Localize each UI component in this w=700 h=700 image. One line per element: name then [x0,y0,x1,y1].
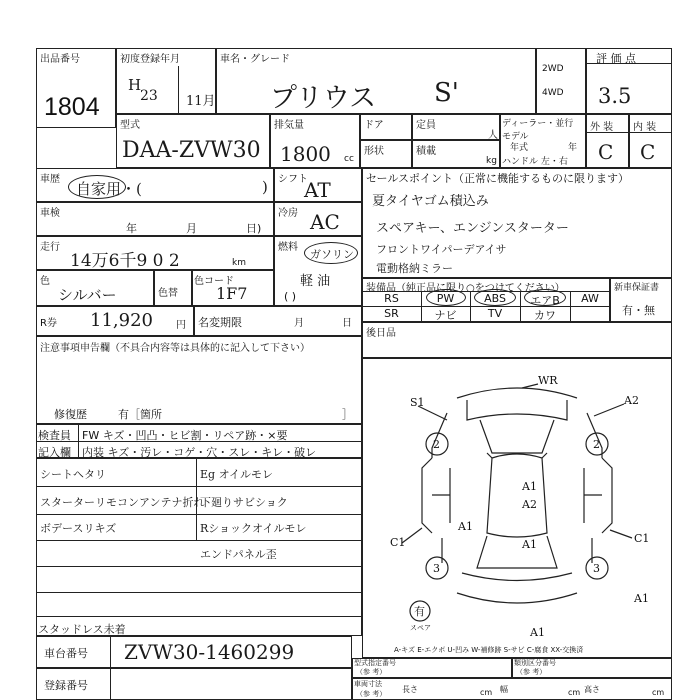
car-name-value: プリウス [270,83,377,114]
equip-sr: SR [384,307,399,320]
remark-left-3: ボデースリキズ [40,522,117,535]
mark-3-right: 3 [593,562,600,575]
fuel-paren: ( ) [284,290,297,303]
usage-circle [68,175,126,199]
shift-value: AT [304,178,331,202]
remark-right-2: 下廻りサビショク [200,496,288,509]
inspection-label: 車検 [40,208,60,219]
mark-a1-spare: A1 [634,592,649,605]
first-reg-year: 23 [140,88,158,104]
mileage-label: 走行 [40,242,60,253]
type-cert-label: 型式指定番号 [354,659,396,667]
recycle-value: 11,920 [90,310,153,331]
dims-height-unit: cm [652,688,665,697]
mark-a1-bottom: A1 [530,626,545,639]
dims-length-unit: cm [480,688,493,697]
repair-value: 有［箇所 [118,408,162,421]
color-change-label: 色替 [158,288,178,299]
type-cert-ref: （参 考） [356,668,387,676]
inspection-box [36,202,274,236]
capacity-unit: 人 [488,130,498,141]
shape-label: 形状 [364,146,384,157]
registration-label: 登録番号 [44,679,88,692]
exterior-label: 外 装 [590,122,614,133]
first-reg-label: 初度登録年月 [120,54,180,65]
remark-right-4: エンドパネル歪 [200,548,277,561]
mark-wr: WR [538,374,558,387]
inspection-year: 年 [126,222,137,235]
dims-length: 長さ [402,685,418,694]
dims-ref: （参 考） [356,690,387,698]
inspector-label: 検査員 [38,429,71,442]
interior-label: 内 装 [633,122,657,133]
model-value: DAA-ZVW30 [122,138,261,163]
name-change-label: 名変期限 [198,316,242,329]
mileage-unit: km [232,258,246,268]
handle-label: ハンドル 左・右 [502,157,568,167]
mark-2-right: 2 [593,438,600,451]
door-label: ドア [364,120,384,131]
inspection-day: 日) [246,222,262,235]
remark-right-3: Rショックオイルモレ [200,522,307,535]
exterior-value: C [598,140,614,164]
color-code-label: 色コード [194,276,234,287]
sales-point-2: スペアキー、エンジンスターター [376,221,569,236]
chassis-label: 車台番号 [44,647,88,660]
displacement-value: 1800 [280,142,331,166]
damage-legend: A-キズ E-エクボ U-凹み W-補修跡 S-サビ C-腐食 XX-交換済 [394,646,584,654]
remark-left-1: シートヘタリ [40,468,106,481]
capacity-label: 定員 [416,120,436,131]
evaluation-label: 評 価 点 [596,52,636,65]
remark-right-1: Eg オイルモレ [200,468,274,481]
model-year-label2: 年式 [510,143,529,153]
color-code-value: 1F7 [216,284,248,303]
displacement-unit: cc [344,154,354,164]
first-reg-month: 11月 [186,94,216,109]
name-change-month: 月 [294,318,304,329]
entry-items: 内装 キズ・汚レ・コゲ・穴・スレ・キレ・破レ [82,446,317,459]
remark-left-2: スターターリモコンアンテナ折れ [40,496,205,509]
fuel-diesel: 軽 油 [300,274,331,289]
equip-leather: カワ [534,309,556,322]
dims-width: 幅 [500,685,508,694]
fuel-label: 燃料 [278,242,298,253]
lot-number: 1804 [44,93,100,121]
later-date-box [362,322,672,358]
car-name-label: 車名・グレード [220,54,290,65]
notes-label: 注意事項申告欄（不具合内容等は具体的に記入して下さい） [40,343,310,354]
load-label: 積載 [416,146,436,157]
color-label: 色 [40,276,50,287]
fuel-gasoline-circle [304,242,358,264]
mileage-value: 14万6千9 0 2 [70,251,180,271]
equip-pw: PW [436,292,455,305]
load-unit: kg [486,156,497,166]
recycle-label: R券 [40,318,57,329]
spare-label: スペア [410,624,431,632]
mark-c1-left: C1 [390,536,406,549]
mark-spare-yes: 有 [414,605,425,618]
equip-airbag: エアB [530,294,560,307]
warranty-label: 新車保証書 [614,283,660,293]
dealer-label: ディーラー・並行 [502,119,574,129]
evaluation-score: 3.5 [598,84,632,108]
interior-value: C [640,140,656,164]
warranty-value: 有・無 [622,304,655,317]
model-year-label1: モデル [502,132,529,142]
model-label: 型式 [120,120,140,131]
remarks-box [36,458,362,636]
mark-3-left: 3 [433,562,440,575]
equip-pw-circle [426,289,466,306]
drive-2wd: 2WD [542,64,564,74]
recycle-unit: 円 [176,320,186,331]
equipment-label: 装備品（純正品に限り○をつけてください） [366,283,565,294]
sales-point-3: フロントワイパーデアイサ [376,243,507,256]
mark-2-left: 2 [433,438,440,451]
usage-value: 自家用・( [76,180,142,198]
aircon-value: AC [310,210,340,234]
sales-points-label: セールスポイント（正常に機能するものに限ります） [366,172,630,185]
later-date-label: 後日品 [366,328,396,339]
usage-label: 車歴 [40,174,60,185]
lot-label: 出品番号 [40,54,80,65]
chassis-value: ZVW30-1460299 [124,640,295,664]
usage-close: ) [262,178,268,196]
dims-box [352,678,672,700]
repair-label: 修復歴 [54,408,87,421]
car-grade-value: S' [434,78,459,108]
drive-4wd: 4WD [542,88,564,98]
mark-a1-roof: A1 [522,480,537,493]
equip-abs-circle [474,289,516,306]
equip-tv: TV [487,307,503,320]
displacement-label: 排気量 [274,120,304,131]
first-reg-era: H [128,76,142,94]
mark-a2-roof: A2 [522,498,537,511]
repair-close: ］ [342,408,353,421]
shift-label: シフト [278,174,308,185]
equip-navi: ナビ [434,309,457,322]
mark-a1-left: A1 [458,520,473,533]
dims-width-unit: cm [568,688,581,697]
aircon-label: 冷房 [278,208,298,219]
entry-label: 記入欄 [38,446,71,459]
color-value: シルバー [58,286,117,304]
class-num-label: 類別区分番号 [514,659,556,667]
model-year-unit: 年 [568,143,578,153]
mark-c1-right: C1 [634,532,650,545]
dims-height: 高さ [584,685,600,694]
equip-airbag-circle [524,289,566,306]
studless-note: スタッドレス未着 [38,623,126,636]
car-diagram [362,358,672,658]
dims-label: 車両寸法 [354,680,382,688]
equip-rs: RS [384,292,399,305]
mark-a2-top: A2 [624,394,639,407]
equip-abs: ABS [484,292,506,305]
equip-aw: AW [581,292,599,305]
drive-box [536,48,586,114]
inspection-month: 月 [186,222,197,235]
inspector-items: FW キズ・凹凸・ヒビ割・リペア跡・×要 [82,429,288,442]
class-num-ref: （参 考） [516,668,547,676]
sales-point-4: 電動格納ミラー [376,262,453,275]
mark-s1: S1 [410,396,425,409]
name-change-day: 日 [342,318,352,329]
mark-a1-rear: A1 [522,538,537,551]
sales-point-1: 夏タイヤゴム積込み [372,194,489,209]
fuel-gasoline: ガソリン [310,248,354,261]
